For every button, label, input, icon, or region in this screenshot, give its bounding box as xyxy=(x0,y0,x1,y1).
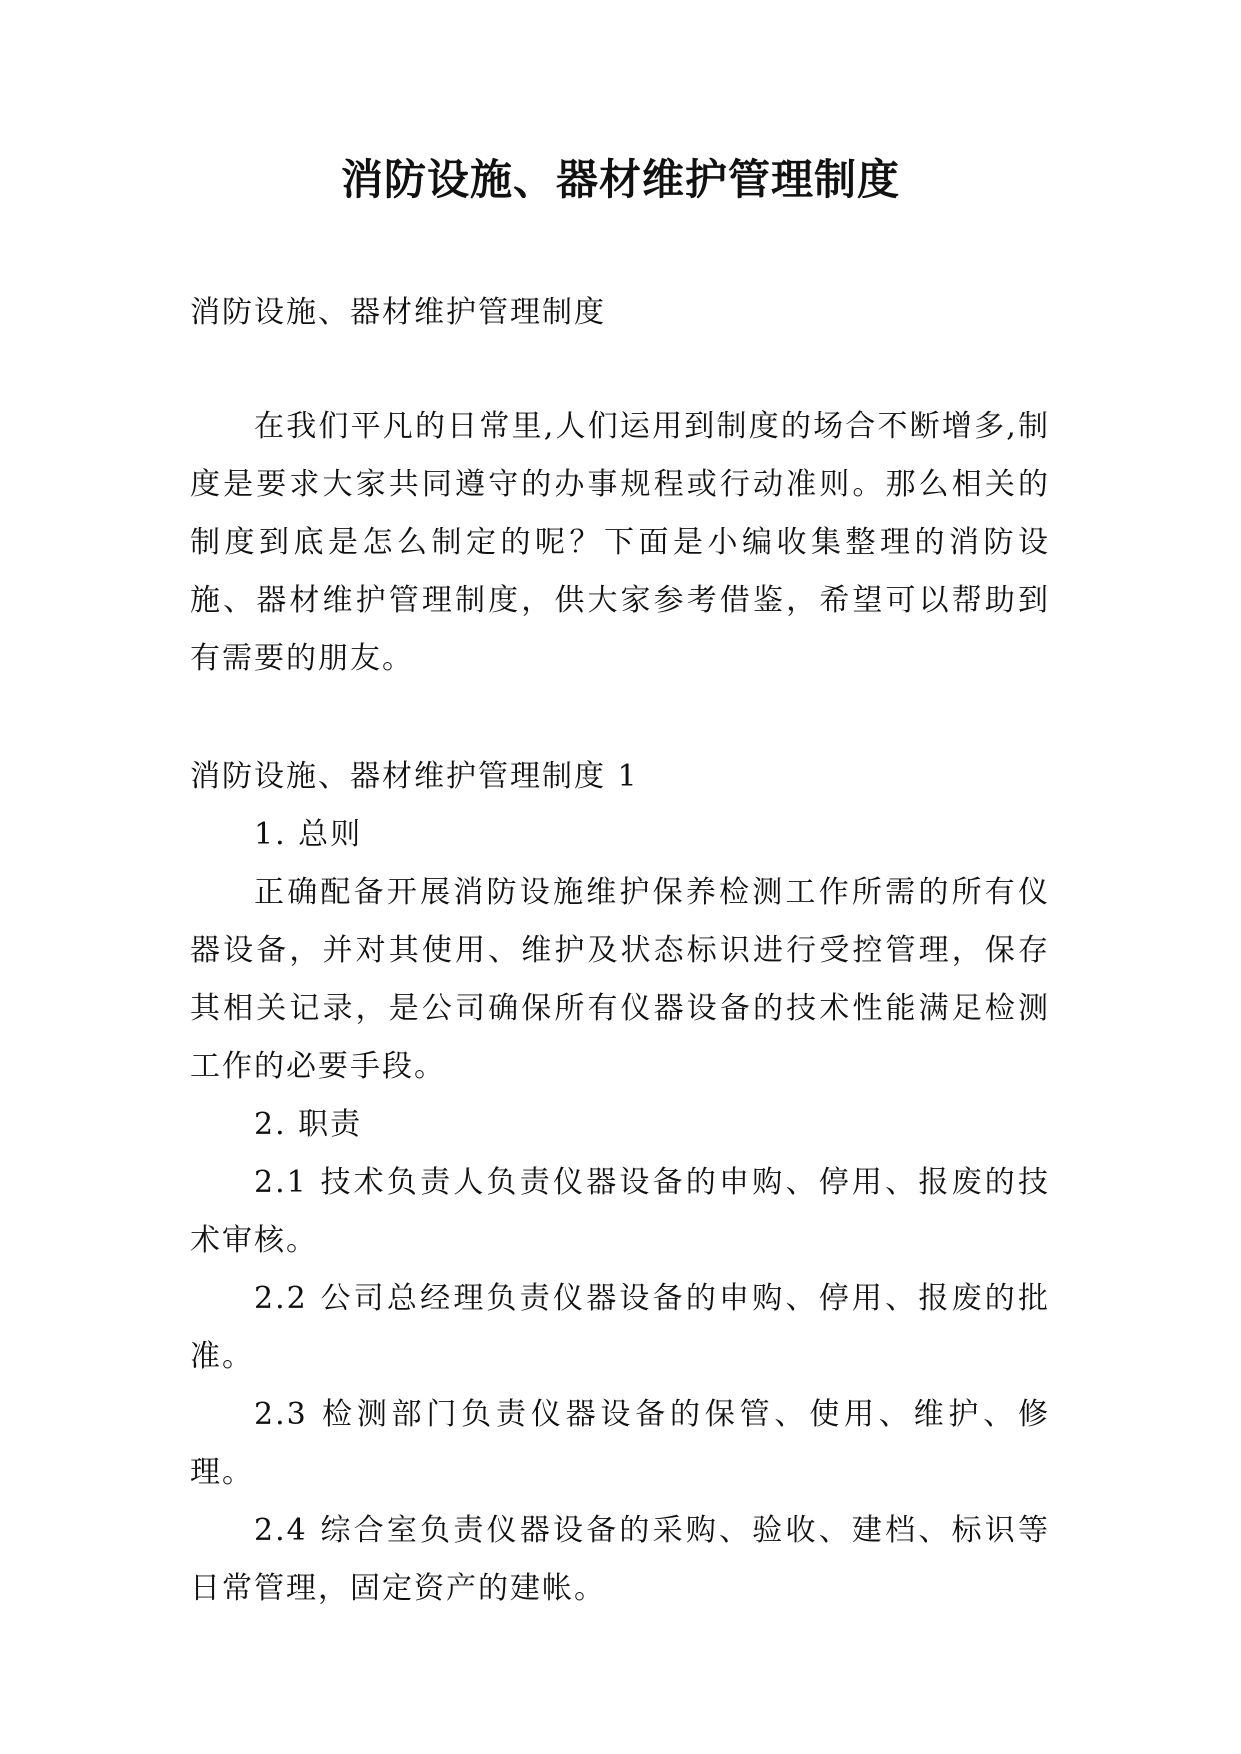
subtitle-paragraph: 消防设施、器材维护管理制度 xyxy=(190,295,606,330)
clause-2-3: 2.3 检测部门负责仪器设备的保管、使用、维护、修理。 xyxy=(190,1397,1050,1490)
clause-2-2: 2.2 公司总经理负责仪器设备的申购、停用、报废的批准。 xyxy=(190,1281,1050,1374)
clause-heading-duties: 2. 职责 xyxy=(254,1107,363,1142)
clause-2-1: 2.1 技术负责人负责仪器设备的申购、停用、报废的技术审核。 xyxy=(190,1165,1050,1258)
intro-paragraph: 在我们平凡的日常里,人们运用到制度的场合不断增多,制度是要求大家共同遵守的办事规程或行动准则。那么相关的制度到底是怎么制定的呢？下面是小编收集整理的消防设施、器材维护管理制度，供大家参考借鉴，希望可以帮助到有需要的朋友。 xyxy=(190,409,1050,676)
clause-heading-general: 1. 总则 xyxy=(254,817,363,852)
clause-2-4: 2.4 综合室负责仪器设备的采购、验收、建档、标识等日常管理，固定资产的建帐。 xyxy=(190,1513,1050,1606)
document-title: 消防设施、器材维护管理制度 xyxy=(340,155,900,204)
document-body xyxy=(190,284,1050,1618)
section-heading: 消防设施、器材维护管理制度 1 xyxy=(190,759,639,794)
clause-general-text: 正确配备开展消防设施维护保养检测工作所需的所有仪器设备，并对其使用、维护及状态标识进行受控管理，保存其相关记录，是公司确保所有仪器设备的技术性能满足检测工作的必要手段。 xyxy=(190,875,1050,1084)
